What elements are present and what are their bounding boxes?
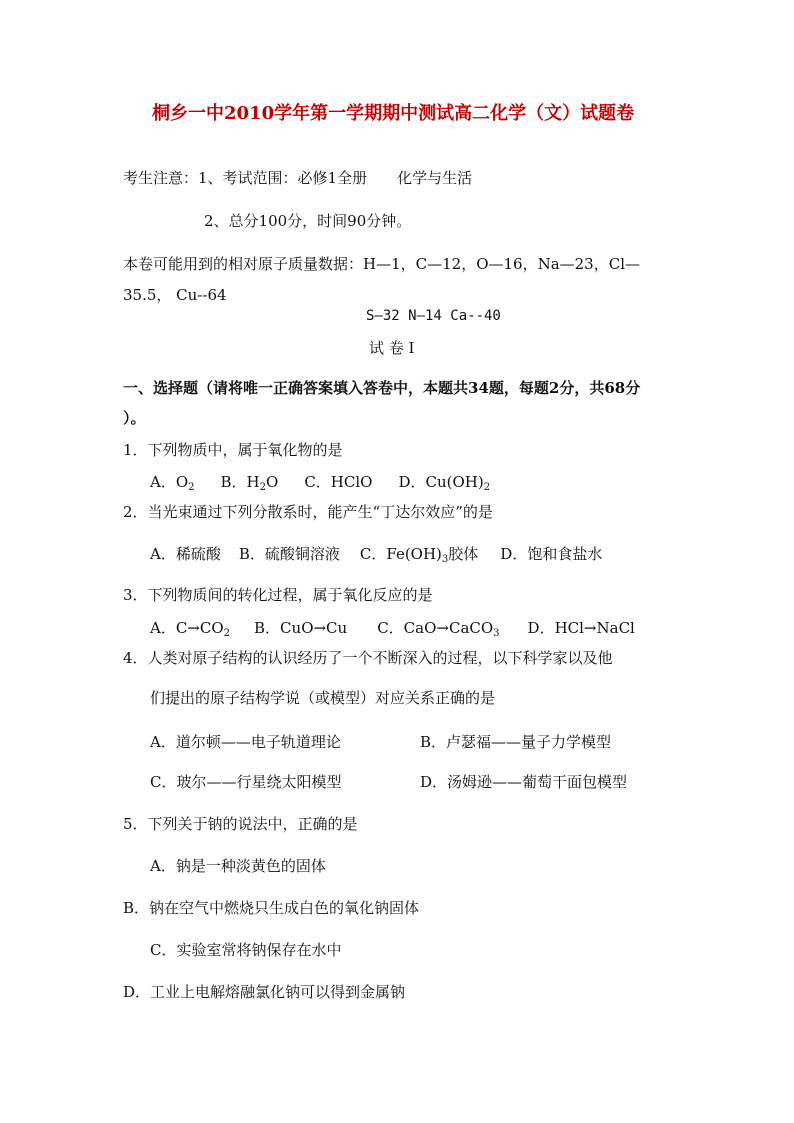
q1-options [150,472,490,492]
part1-heading-line-1: 一、选择题（请将唯一正确答案填入答卷中，本题共34题，每题2分，共68分 [123,379,641,397]
q5-option-c: C．实验室常将钠保存在水中 [150,941,342,959]
q4-option-a: A．道尔顿——电子轨道理论 [150,733,341,751]
q2-option-b: B．硫酸铜溶液 [238,545,340,563]
q3-option-a: A．$C\to CO_2$ [150,619,231,639]
q5-stem: 5．下列关于钠的说法中，正确的是 [123,815,358,833]
q2-stem: 2．当光束通过下列分散系时，能产生“丁达尔效应”的是 [123,503,493,521]
q3-options [150,618,635,638]
q5-option-a: A．钠是一种淡黄色的固体 [150,857,326,875]
q4-option-d: D．汤姆逊——葡萄干面包模型 [420,773,628,791]
q4-option-c: C．玻尔——行星绕太阳模型 [150,773,342,791]
q5-option-b: B．钠在空气中燃烧只生成白色的氧化钠固体 [123,899,420,917]
q1-option-b: B．$H_2O$ [220,473,279,493]
notice-line-2: 2、总分100分，时间90分钟。 [204,212,412,230]
q3-stem: 3．下列物质间的转化过程，属于氧化反应的是 [123,586,433,604]
section-title: 试 卷 I [369,339,415,357]
q4-stem-line-2: 们提出的原子结构学说（或模型）对应关系正确的是 [150,689,496,707]
q1-option-c: C．HClO [304,473,373,491]
q2-option-c: C．$Fe(OH)_3$胶体 [359,545,479,565]
q3-option-b: B．CuO→Cu [254,619,348,637]
q2-options [150,544,602,564]
notice-line-1 [123,168,472,188]
q4-option-b: B．卢瑟福——量子力学模型 [420,733,612,751]
notice-scope-extra: 化学与生活 [397,169,473,187]
q4-stem-line-1: 4．人类对原子结构的认识经历了一个不断深入的过程，以下科学家以及他 [123,649,613,667]
page-title: 桐乡一中2010学年第一学期期中测试高二化学（文）试题卷 [152,103,635,124]
masses-line-1: 本卷可能用到的相对原子质量数据：H—1，C—12，O—16，Na—23，Cl— [123,255,641,273]
part1-heading-line-2: ）。 [123,409,146,427]
q1-stem: 1．下列物质中，属于氧化物的是 [123,441,343,459]
q1-option-d: D．$Cu(OH)_2$ [398,473,491,493]
q1-option-a: A．$O_2$ [150,473,195,493]
q2-option-a: A．稀硫酸 [150,545,221,563]
notice-scope: 考生注意：1、考试范围：必修1全册 [123,169,368,187]
q5-option-d: D．工业上电解熔融氯化钠可以得到金属钠 [123,983,406,1001]
q3-option-d: D．HCl→NaCl [527,619,635,637]
masses-line-3: S—32 N—14 Ca--40 [366,308,501,324]
masses-line-2: 35.5， Cu--64 [123,286,227,304]
q2-option-d: D．饱和食盐水 [500,545,603,563]
q3-option-c: C．CaO→CaCO$_3$ [377,619,500,639]
